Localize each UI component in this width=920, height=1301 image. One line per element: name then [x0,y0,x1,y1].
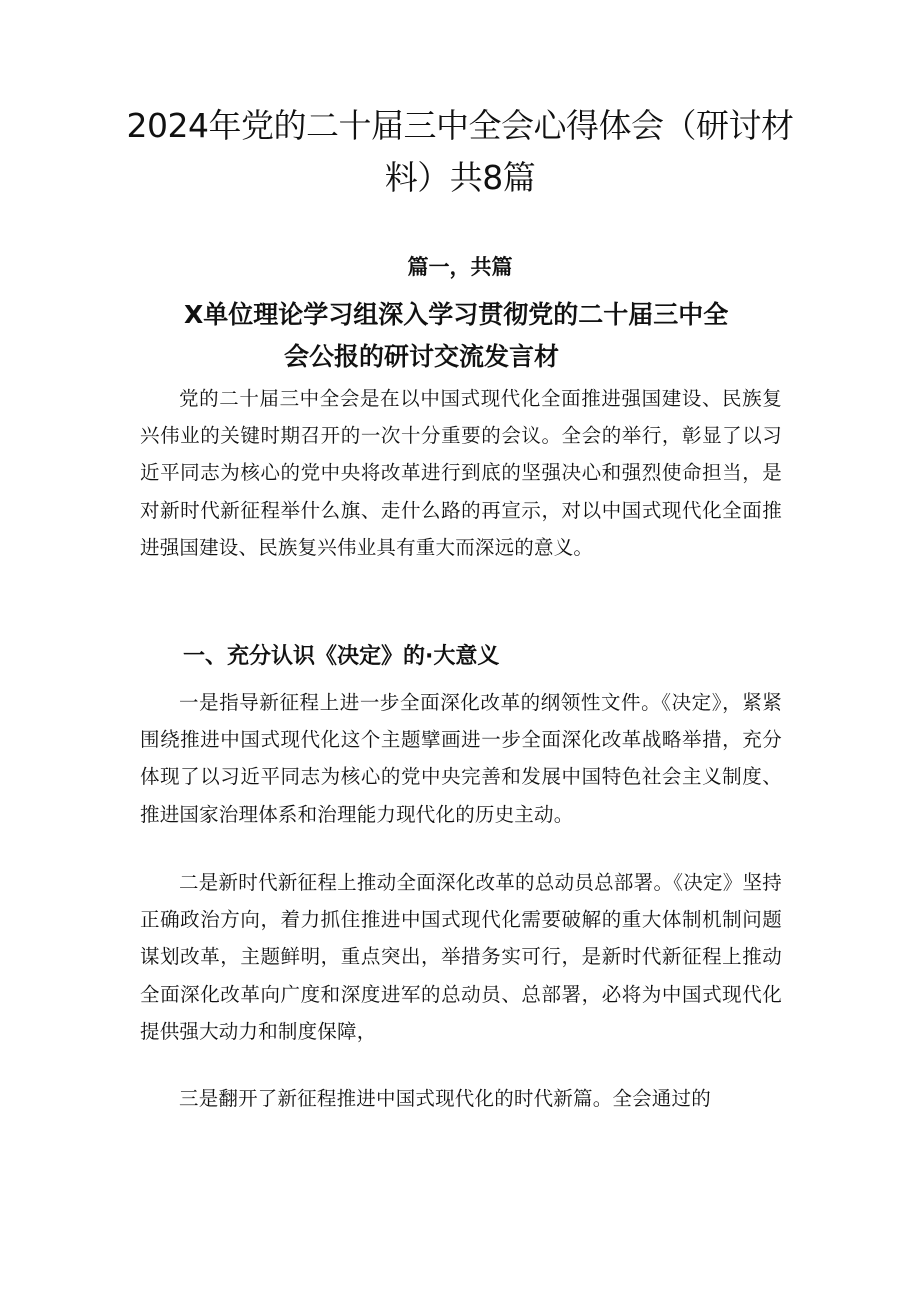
speech-title-line-2: 会公报的研讨交流发言材 [284,342,560,371]
section-label: 篇一，共篇 [407,255,513,279]
intro-paragraph: 党的二十届三中全会是在以中国式现代化全面推进强国建设、民族复兴伟业的关键时期召开的一次十分重要的会议。全会的举行，彰显了以习近平同志为核心的党中央将改革进行到底的坚强决心和强烈使命担当，是对新时代新征程举什么旗、走什么路的再宣示，对以中国式现代化全面推进强国建设、民族复兴伟业具有重大而深远的意义。 [140,387,782,559]
speech-title [140,294,800,378]
body-paragraph-1: 一是指导新征程上进一步全面深化改革的纲领性文件。《决定》，紧紧围绕推进中国式现代化这个主题擘画进一步全面深化改革战略举措，充分体现了以习近平同志为核心的党中央完善和发展中国特色社会主义制度、推进国家治理体系和治理能力现代化的历史主动。 [140,691,782,826]
document-title: 2024年党的二十届三中全会心得体会（研讨材料）共8篇 [126,106,794,197]
body-paragraph-2: 二是新时代新征程上推动全面深化改革的总动员总部署。《决定》坚持正确政治方向，着力抓住推进中国式现代化需要破解的重大体制机制问题谋划改革，主题鲜明，重点突出，举措务实可行，是新时代新征程上推动全面深化改革向广度和深度进军的总动员、总部署，必将为中国式现代化提供强大动力和制度保障， [140,871,782,1043]
speech-title-line-1: X单位理论学习组深入学习贯彻党的二十届三中全 [184,300,729,329]
body-paragraph-3: 三是翻开了新征程推进中国式现代化的时代新篇。全会通过的 [179,1087,711,1110]
section-heading-1: 一、充分认识《决定》的·大意义 [183,644,500,669]
